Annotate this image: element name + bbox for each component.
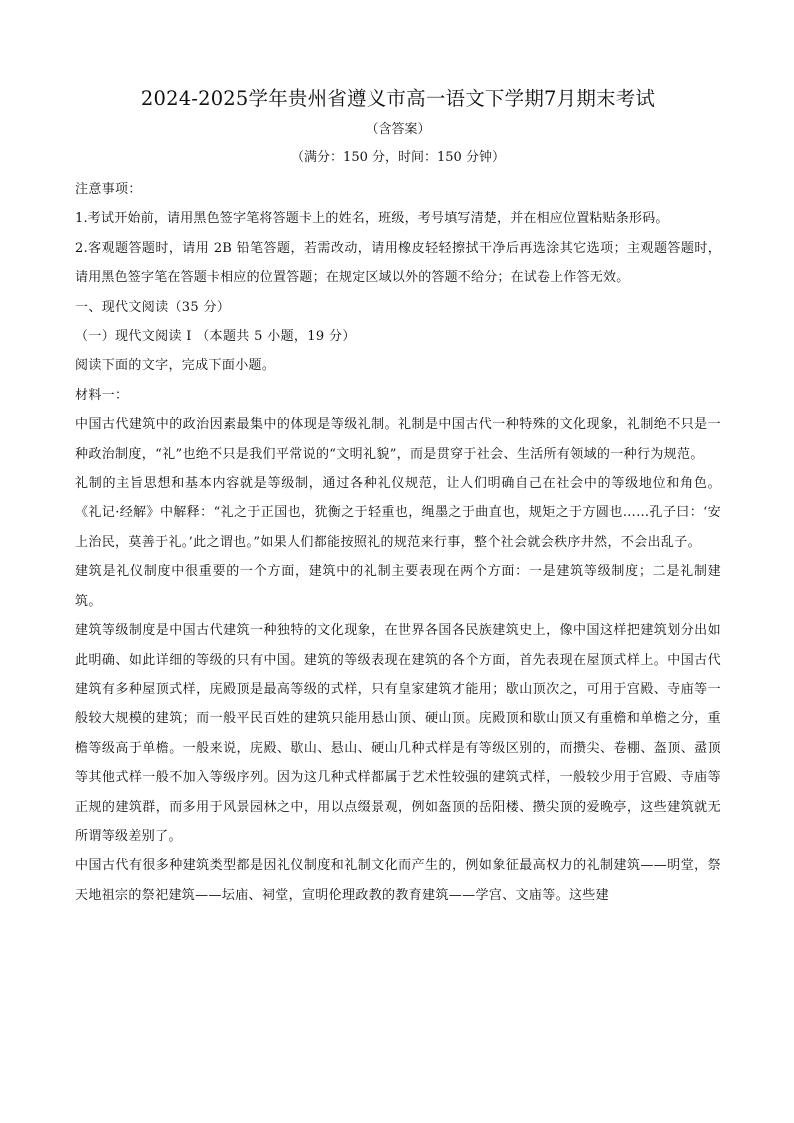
notice-item-2: 2.客观题答题时，请用 2B 铅笔答题，若需改动，请用橡皮轻轻擦拭干净后再选涂其它选项；主观题答题时，请用黑色签字笔在答题卡相应的位置答题；在规定区域以外的答题不给分；在试卷上作答无效。 xyxy=(75,240,721,286)
notice-item-1: 1.考试开始前，请用黑色签字笔将答题卡上的姓名，班级，考号填写清楚，并在相应位置粘贴条形码。 xyxy=(75,211,669,227)
exam-content xyxy=(75,86,721,910)
passage-paragraph-3: 建筑是礼仪制度中很重要的一个方面，建筑中的礼制主要表现在两个方面：一是建筑等级制度；二是礼制建筑。 xyxy=(75,564,721,609)
reading-instruction: 阅读下面的文字，完成下面小题。 xyxy=(75,358,276,374)
score-time-info: （满分：150 分，时间：150 分钟） xyxy=(291,150,505,165)
subsection-heading-1: （一）现代文阅读 I （本题共 5 小题，19 分） xyxy=(75,329,356,345)
notice-heading: 注意事项： xyxy=(75,182,142,197)
passage-paragraph-2: 礼制的主旨思想和基本内容就是等级制，通过各种礼仪规范，让人们明确自己在社会中的等级地位和角色。《礼记·经解》中解释：“礼之于正国也，犹衡之于轻重也，绳墨之于曲直也，规矩之于方圆也……孔子曰：‘安上治民，莫善于礼。’此之谓也。”如果人们都能按照礼的规范来行事，整个社会就会秩序井然，不会出乱子。 xyxy=(75,476,721,550)
passage-paragraph-4: 建筑等级制度是中国古代建筑一种独特的文化现象，在世界各国各民族建筑史上，像中国这样把建筑划分出如此明确、如此详细的等级的只有中国。建筑的等级表现在建筑的各个方面，首先表现在屋顶式样上。中国古代建筑有多种屋顶式样，庑殿顶是最高等级的式样，只有皇家建筑才能用；歇山顶次之，可用于宫殿、寺庙等一般较大规模的建筑；而一般平民百姓的建筑只能用悬山顶、硬山顶。庑殿顶和歇山顶又有重檐和单檐之分，重檐等级高于单檐。一般来说，庑殿、歇山、悬山、硬山几种式样是有等级区别的，而攒尖、卷棚、盔顶、盝顶等其他式样一般不加入等级序列。因为这几种式样都属于艺术性较强的建筑式样，一般较少用于宫殿、寺庙等正规的建筑群，而多用于风景园林之中，用以点缀景观，例如盔顶的岳阳楼、攒尖顶的爱晚亭，这些建筑就无所谓等级差别了。 xyxy=(75,623,721,844)
exam-title: 2024-2025学年贵州省遵义市高一语文下学期7月期末考试 xyxy=(140,87,656,110)
passage-paragraph-1: 中国古代建筑中的政治因素最集中的体现是等级礼制。礼制是中国古代一种特殊的文化现象，礼制绝不只是一种政治制度，“礼”也绝不只是我们平常说的“文明礼貌”，而是贯穿于社会、生活所有领域的一种行为规范。 xyxy=(75,417,721,462)
answer-note: （含答案） xyxy=(365,122,431,137)
material-label: 材料一： xyxy=(75,387,129,403)
passage-paragraph-5: 中国古代有很多种建筑类型都是因礼仪制度和礼制文化而产生的，例如象征最高权力的礼制建筑——明堂，祭天地祖宗的祭祀建筑——坛庙、祠堂，宣明伦理政教的教育建筑——学宫、文庙等。这些建 xyxy=(75,858,721,903)
section-heading-1: 一、现代文阅读（35 分） xyxy=(75,299,231,315)
